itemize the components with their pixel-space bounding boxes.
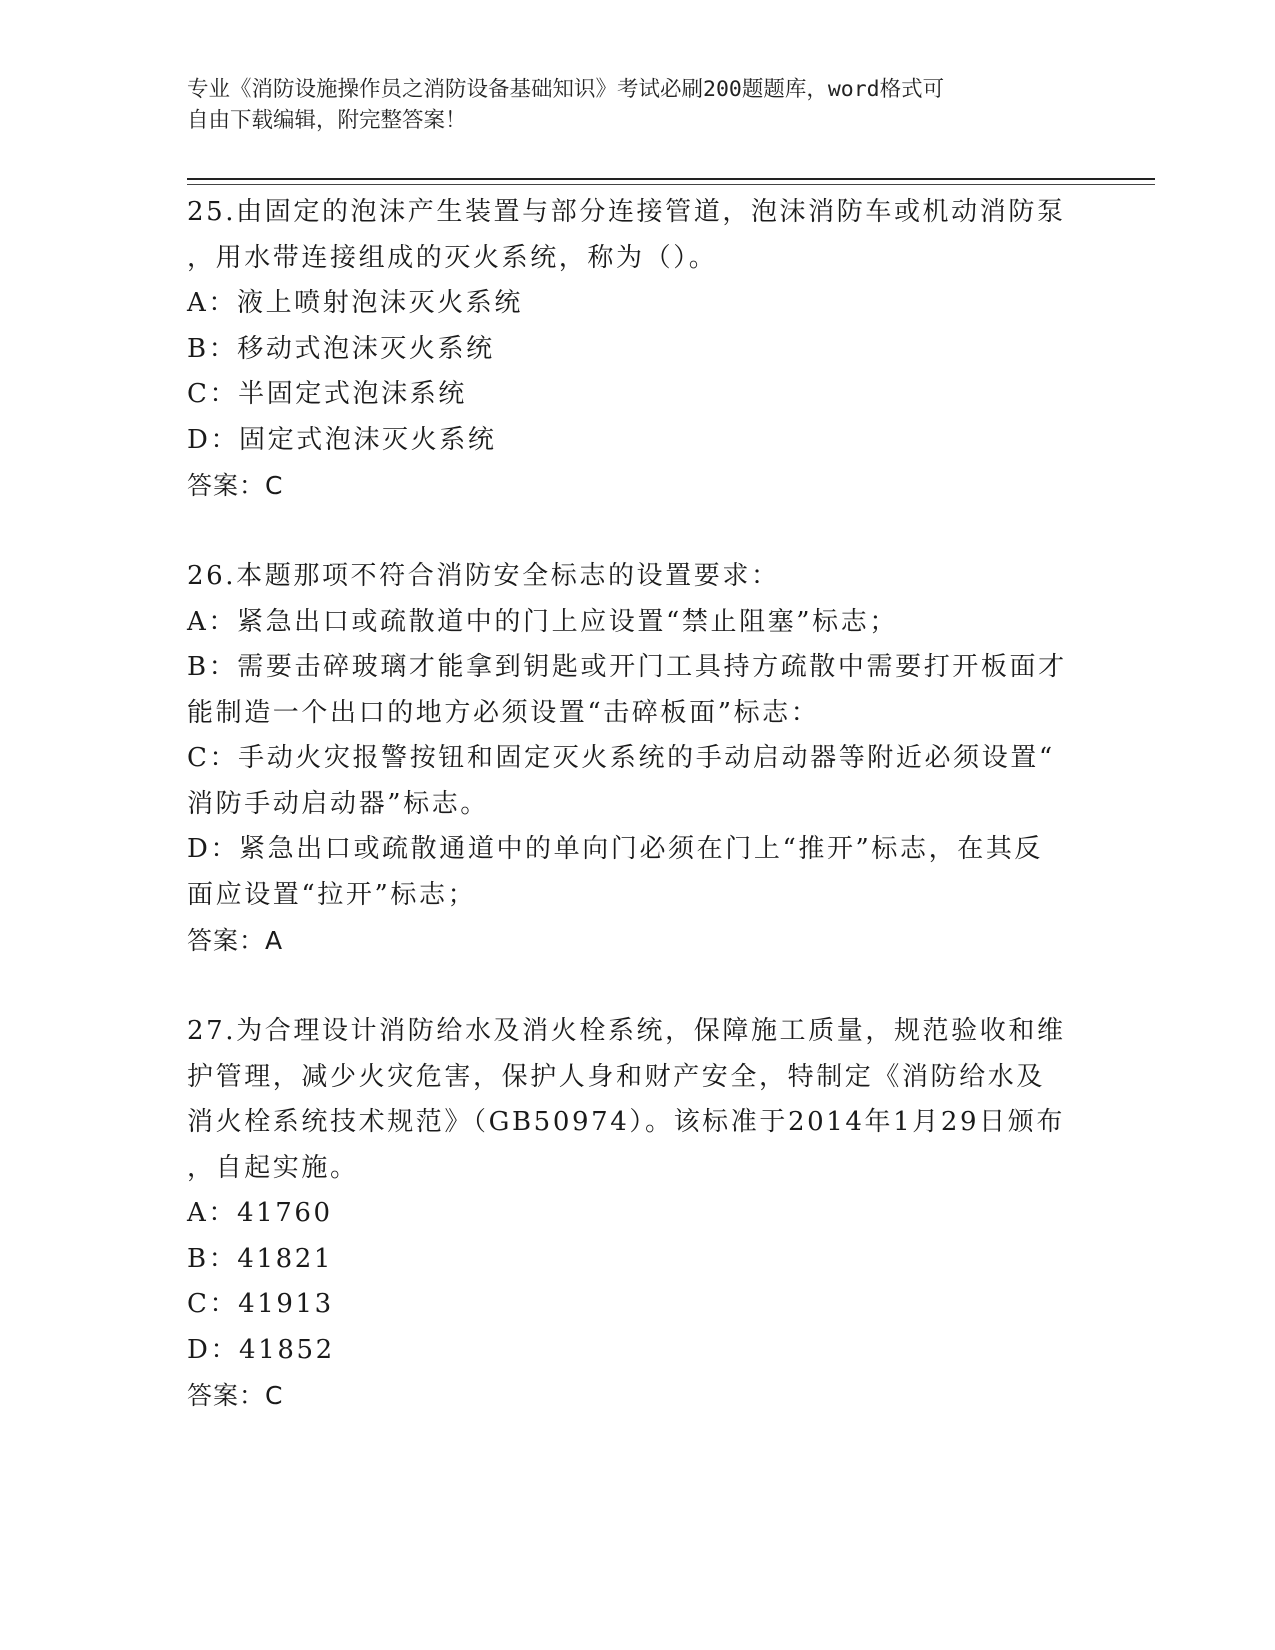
question-text-line: ，用水带连接组成的灭火系统，称为（）。 [187, 242, 718, 273]
option-a: A：紧急出口或疏散道中的门上应设置“禁止阻塞”标志； [187, 606, 898, 637]
option-d: D：紧急出口或疏散通道中的单向门必须在门上“推开”标志，在其反 [187, 834, 1044, 864]
answer-label: 答案：C [187, 1381, 284, 1410]
answer-label: 答案：A [187, 926, 284, 955]
option-b: B：需要击碎玻璃才能拿到钥匙或开门工具持方疏散中需要打开板面才 [187, 652, 1067, 682]
option-c: C：半固定式泡沫系统 [187, 379, 467, 409]
header-line-1: 专业《消防设施操作员之消防设备基础知识》考试必刷200题题库，word格式可 [187, 77, 945, 102]
option-b-continued: 能制造一个出口的地方必须设置“击碎板面”标志： [187, 697, 820, 728]
option-d: D：41852 [187, 1334, 335, 1365]
question-list [187, 190, 1077, 1419]
question-text-line: 27.为合理设计消防给水及消火栓系统，保障施工质量，规范验收和维 [187, 1016, 1066, 1046]
option-b: B：41821 [187, 1243, 334, 1274]
question-text-line: 消火栓系统技术规范》（GB50974）。该标准于2014年1月29日颁布 [187, 1107, 1065, 1137]
question-text-line: 26.本题那项不符合消防安全标志的设置要求： [187, 561, 780, 591]
option-c: C：41913 [187, 1289, 334, 1319]
option-c-continued: 消防手动启动器”标志。 [187, 788, 489, 819]
option-d-continued: 面应设置“拉开”标志； [187, 879, 477, 910]
question-text-line: 护管理，减少火灾危害，保护人身和财产安全，特制定《消防给水及 [187, 1061, 1046, 1092]
question-25 [187, 190, 1077, 509]
option-c: C：手动火灾报警按钮和固定灭火系统的手动启动器等附近必须设置“ [187, 743, 1055, 773]
question-spacer [187, 509, 1077, 555]
document-header [187, 74, 1067, 136]
header-divider-thick [187, 178, 1155, 180]
question-26 [187, 554, 1077, 964]
question-text-line: ，自起实施。 [187, 1152, 359, 1183]
question-text-line: 25.由固定的泡沫产生装置与部分连接管道，泡沫消防车或机动消防泵 [187, 197, 1066, 227]
header-divider-thin [187, 184, 1155, 185]
option-a: A：41760 [187, 1198, 333, 1228]
option-b: B：移动式泡沫灭火系统 [187, 333, 495, 364]
question-spacer [187, 964, 1077, 1010]
option-a: A：液上喷射泡沫灭火系统 [187, 288, 523, 318]
question-27 [187, 1009, 1077, 1419]
header-line-2: 自由下载编辑，附完整答案！ [187, 108, 467, 133]
option-d: D：固定式泡沫灭火系统 [187, 424, 497, 455]
answer-label: 答案：C [187, 471, 284, 500]
